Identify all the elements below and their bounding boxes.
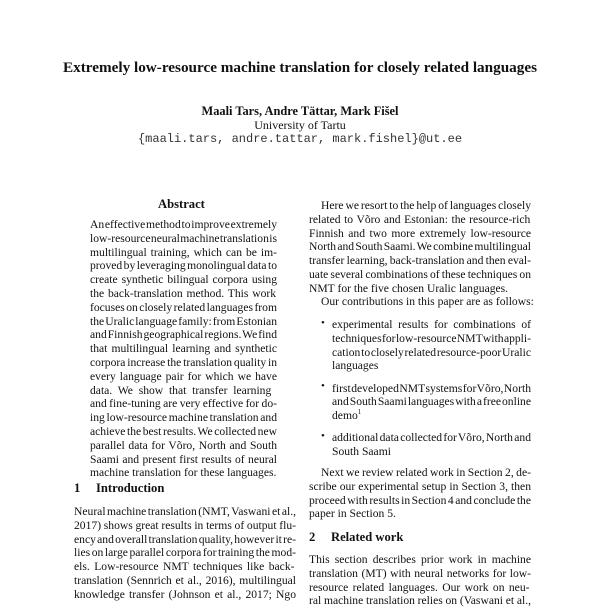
body-line: Next we review related work in Section 2, de- <box>321 466 531 479</box>
abstract-line: multilingual training, which can be im- <box>90 245 277 259</box>
contribution-line: and South Saami languages with a free online <box>332 395 531 409</box>
section-title: Related work <box>331 530 404 544</box>
related-work-line: This section describes prior work in machine <box>309 553 531 566</box>
abstract-line: low-resource neural machine translation is <box>90 231 277 245</box>
introduction-line: Neural machine translation (NMT, Vaswani et al., <box>74 505 296 518</box>
footnote-mark: 1 <box>357 408 362 417</box>
abstract-line: ing low-resource machine translation and <box>90 411 277 425</box>
paper-title: Extremely low-resource machine translation for closely related languages <box>63 59 537 76</box>
section-number: 1 <box>74 481 81 495</box>
abstract-line: focuses on closely related languages from <box>90 300 277 314</box>
body-line: NMT for the five chosen Uralic languages. <box>309 281 509 295</box>
contribution-line: demo$^1$ <box>332 408 362 423</box>
related-work-line: translation (MT) with neural networks for low- <box>309 566 531 580</box>
introduction-line: els. Low-resource NMT techniques like back- <box>74 560 295 574</box>
abstract-line: data. We show that transfer learning <box>90 383 272 397</box>
abstract-line: Saami and present first results of neural <box>90 452 277 466</box>
abstract-line: parallel data for Võro, North and South <box>90 438 277 452</box>
abstract-line: achieve the best results. We collected new <box>90 425 277 438</box>
body-line: proceed with results in Section 4 and conclude the <box>309 493 531 507</box>
section-heading-related-work <box>309 530 403 545</box>
bullet-icon: • <box>321 380 325 392</box>
author-emails: {maali.tars, andre.tattar, mark.fishel}@ut.ee <box>137 132 463 146</box>
abstract-line: and Finnish geographical regions. We find <box>90 328 277 342</box>
introduction-line: 2017) shows great results in terms of output flu- <box>74 518 296 532</box>
contribution-line: South Saami <box>332 444 391 458</box>
introduction-line: translation (Sennrich et al., 2016), multilingual <box>74 574 296 587</box>
body-line: related to Võro and Estonian: the resource-rich <box>309 212 531 226</box>
abstract-heading: Abstract <box>158 197 205 211</box>
body-line: scribe our experimental setup in Section 3, then <box>309 479 531 493</box>
body-line: uate several combinations of these techniques on <box>309 268 531 281</box>
abstract-line: machine translation for these languages. <box>90 466 277 480</box>
bullet-icon: • <box>321 430 325 442</box>
contribution-line: first developed NMT systems for Võro, North <box>332 381 531 395</box>
introduction-line: lies on large parallel corpora for training the mod- <box>74 546 296 560</box>
contribution-line: additional data collected for Võro, North and <box>332 431 531 444</box>
contribution-line: cation to closely related resource-poor Uralic <box>332 345 531 359</box>
section-title: Introduction <box>96 481 165 495</box>
abstract-line: and fine-tuning are very effective for do- <box>90 397 277 411</box>
section-heading-introduction <box>74 481 164 496</box>
contribution-line: experimental results for combinations of <box>332 318 531 331</box>
affiliation: University of Tartu <box>254 118 346 132</box>
introduction-line: knowledge transfer (Johnson et al., 2017; Ngo <box>74 587 296 601</box>
body-line: North and South Saami. We combine multilingual <box>309 240 531 254</box>
contribution-line: languages <box>332 359 379 373</box>
abstract-line: that multilingual learning and synthetic <box>90 342 277 356</box>
contribution-line: techniques for low-resource NMT with appli- <box>332 331 531 345</box>
body-line: transfer learning, back-translation and then eval- <box>309 254 531 268</box>
abstract-line: proved by leveraging monolingual data to <box>90 259 277 273</box>
abstract-line: An effective method to improve extremely <box>90 218 277 231</box>
related-work-line: ral machine translation relies on (Vaswani et al., <box>309 594 531 608</box>
bullet-icon: • <box>321 317 325 329</box>
body-line: Our contributions in this paper are as follows: <box>321 295 534 308</box>
abstract-line: the back-translation method. This work <box>90 287 277 300</box>
abstract-line: the Uralic language family: from Estonian <box>90 314 277 328</box>
abstract-line: every language pair for which we have <box>90 369 277 383</box>
body-line: Finnish and two more extremely low-resource <box>309 226 531 240</box>
author-list: Maali Tars, Andre Tättar, Mark Fišel <box>201 104 399 118</box>
abstract-line: create synthetic bilingual corpora using <box>90 273 277 287</box>
section-number: 2 <box>309 530 316 544</box>
introduction-line: ency and overall translation quality, however it re- <box>74 532 296 546</box>
related-work-line: resource related languages. Our work on neu- <box>309 580 530 594</box>
body-line: paper in Section 5. <box>309 507 396 521</box>
body-line: Here we resort to the help of languages closely <box>321 199 531 212</box>
abstract-line: corpora increase the translation quality in <box>90 356 277 369</box>
